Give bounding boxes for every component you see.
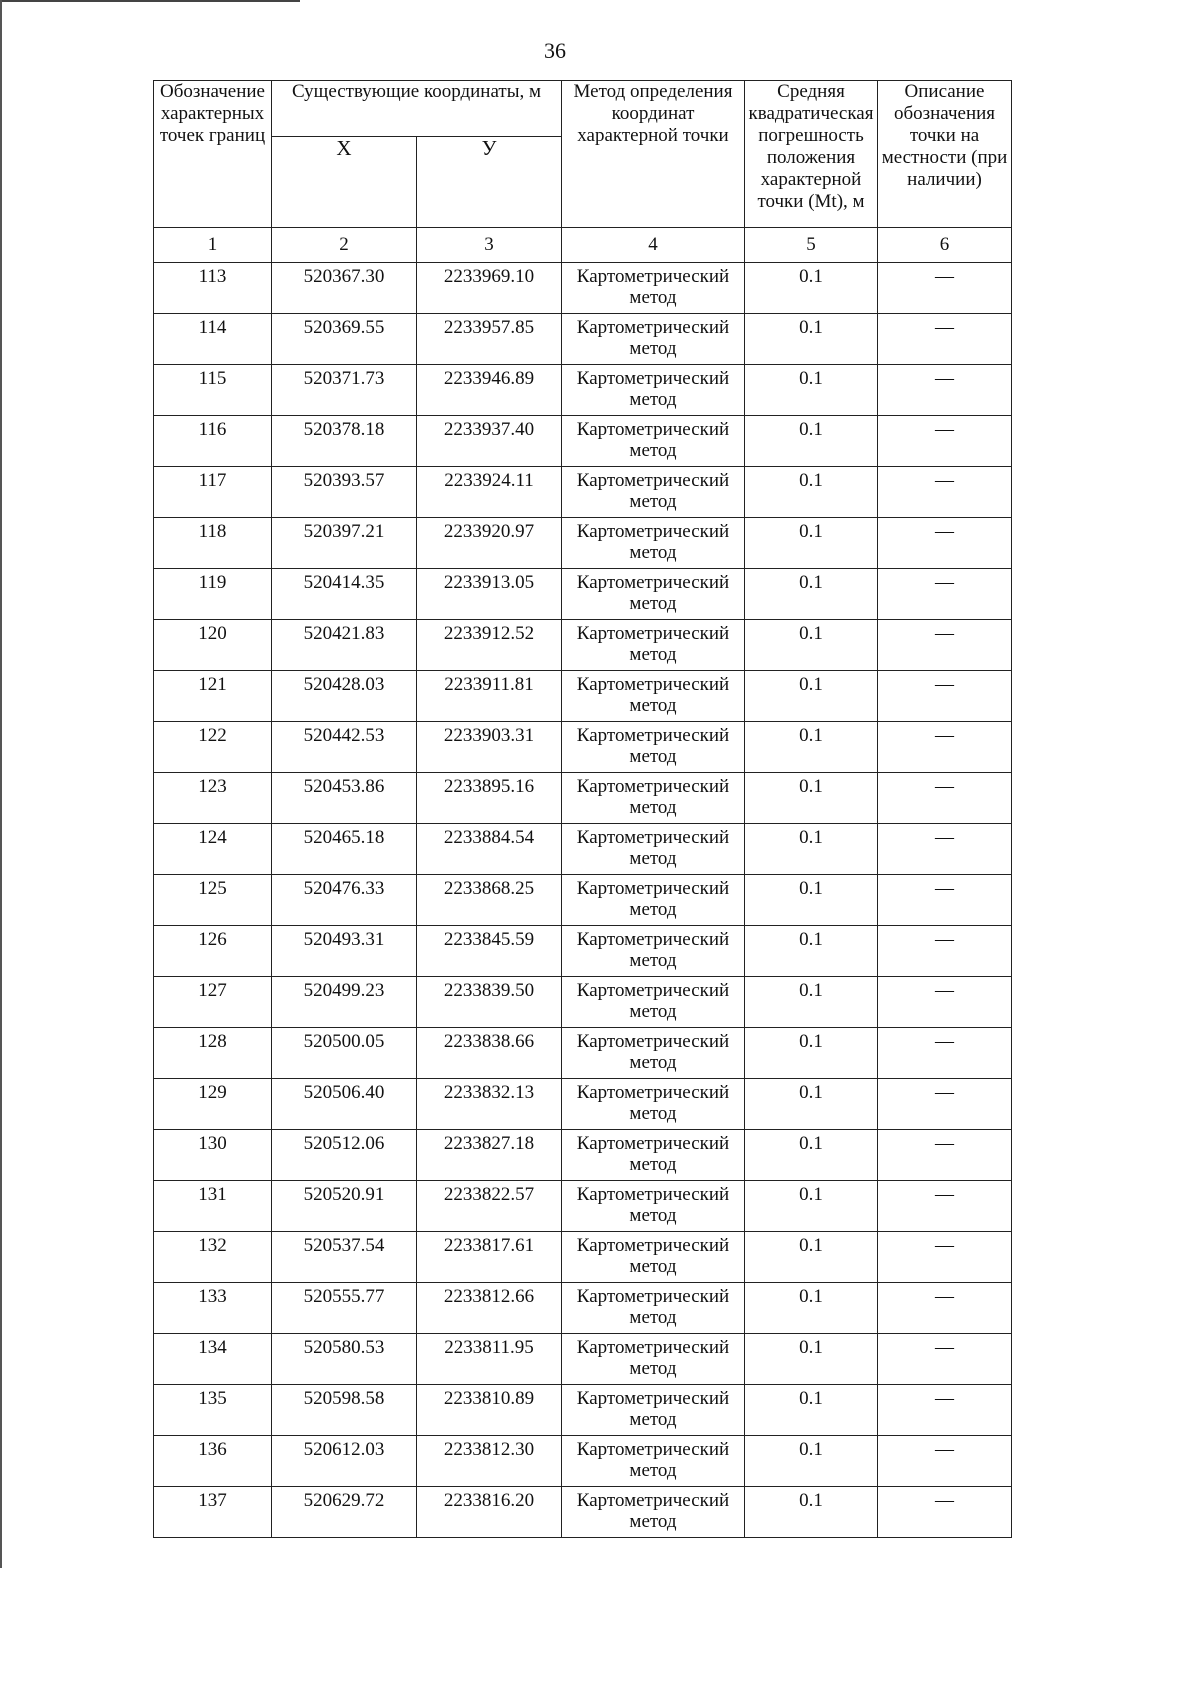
mean-error-cell: 0.1 xyxy=(745,620,878,671)
table-row xyxy=(154,314,1012,365)
point-id-cell: 119 xyxy=(154,569,272,620)
description-cell: — xyxy=(878,671,1012,722)
column-number: 1 xyxy=(154,228,272,263)
point-id-cell: 128 xyxy=(154,1028,272,1079)
y-coordinate-cell: 2233817.61 xyxy=(417,1232,562,1283)
mean-error-cell: 0.1 xyxy=(745,1334,878,1385)
method-cell: Картометрический метод xyxy=(562,1436,745,1487)
method-cell: Картометрический метод xyxy=(562,1079,745,1130)
point-id-cell: 120 xyxy=(154,620,272,671)
x-coordinate-cell: 520442.53 xyxy=(272,722,417,773)
mean-error-cell: 0.1 xyxy=(745,671,878,722)
mean-error-cell: 0.1 xyxy=(745,824,878,875)
description-cell: — xyxy=(878,1028,1012,1079)
x-coordinate-cell: 520598.58 xyxy=(272,1385,417,1436)
method-cell: Картометрический метод xyxy=(562,824,745,875)
header-existing-coordinates: Существующие координаты, м xyxy=(272,81,562,137)
point-id-cell: 137 xyxy=(154,1487,272,1538)
point-id-cell: 124 xyxy=(154,824,272,875)
y-coordinate-cell: 2233827.18 xyxy=(417,1130,562,1181)
point-id-cell: 113 xyxy=(154,263,272,314)
header-mean-error: Средняя квадратическая погрешность положения характерной точки (Mt), м xyxy=(745,81,878,228)
description-cell: — xyxy=(878,1130,1012,1181)
y-coordinate-cell: 2233912.52 xyxy=(417,620,562,671)
x-coordinate-cell: 520629.72 xyxy=(272,1487,417,1538)
point-id-cell: 121 xyxy=(154,671,272,722)
y-coordinate-cell: 2233913.05 xyxy=(417,569,562,620)
mean-error-cell: 0.1 xyxy=(745,416,878,467)
table-row xyxy=(154,1232,1012,1283)
coordinates-table xyxy=(153,80,1012,1538)
header-y: У xyxy=(417,137,562,228)
y-coordinate-cell: 2233811.95 xyxy=(417,1334,562,1385)
point-id-cell: 117 xyxy=(154,467,272,518)
method-cell: Картометрический метод xyxy=(562,926,745,977)
x-coordinate-cell: 520421.83 xyxy=(272,620,417,671)
method-cell: Картометрический метод xyxy=(562,263,745,314)
y-coordinate-cell: 2233924.11 xyxy=(417,467,562,518)
column-number: 2 xyxy=(272,228,417,263)
mean-error-cell: 0.1 xyxy=(745,722,878,773)
table-row xyxy=(154,365,1012,416)
description-cell: — xyxy=(878,569,1012,620)
mean-error-cell: 0.1 xyxy=(745,569,878,620)
x-coordinate-cell: 520493.31 xyxy=(272,926,417,977)
mean-error-cell: 0.1 xyxy=(745,875,878,926)
point-id-cell: 133 xyxy=(154,1283,272,1334)
description-cell: — xyxy=(878,926,1012,977)
table-row xyxy=(154,416,1012,467)
method-cell: Картометрический метод xyxy=(562,1232,745,1283)
y-coordinate-cell: 2233812.30 xyxy=(417,1436,562,1487)
description-cell: — xyxy=(878,1385,1012,1436)
description-cell: — xyxy=(878,263,1012,314)
table-row xyxy=(154,467,1012,518)
table-row xyxy=(154,1487,1012,1538)
description-cell: — xyxy=(878,1079,1012,1130)
x-coordinate-cell: 520580.53 xyxy=(272,1334,417,1385)
column-number: 6 xyxy=(878,228,1012,263)
method-cell: Картометрический метод xyxy=(562,620,745,671)
method-cell: Картометрический метод xyxy=(562,1385,745,1436)
column-number: 5 xyxy=(745,228,878,263)
method-cell: Картометрический метод xyxy=(562,1334,745,1385)
mean-error-cell: 0.1 xyxy=(745,1181,878,1232)
point-id-cell: 130 xyxy=(154,1130,272,1181)
method-cell: Картометрический метод xyxy=(562,467,745,518)
method-cell: Картометрический метод xyxy=(562,365,745,416)
table-row xyxy=(154,1079,1012,1130)
scan-edge-left xyxy=(0,0,2,1568)
x-coordinate-cell: 520428.03 xyxy=(272,671,417,722)
mean-error-cell: 0.1 xyxy=(745,518,878,569)
header-method: Метод определения координат характерной точки xyxy=(562,81,745,228)
x-coordinate-cell: 520506.40 xyxy=(272,1079,417,1130)
point-id-cell: 118 xyxy=(154,518,272,569)
y-coordinate-cell: 2233946.89 xyxy=(417,365,562,416)
mean-error-cell: 0.1 xyxy=(745,365,878,416)
mean-error-cell: 0.1 xyxy=(745,1436,878,1487)
point-id-cell: 122 xyxy=(154,722,272,773)
header-x: X xyxy=(272,137,417,228)
x-coordinate-cell: 520537.54 xyxy=(272,1232,417,1283)
page-number: 36 xyxy=(544,38,566,63)
description-cell: — xyxy=(878,518,1012,569)
point-id-cell: 131 xyxy=(154,1181,272,1232)
table-row xyxy=(154,1436,1012,1487)
description-cell: — xyxy=(878,1232,1012,1283)
point-id-cell: 126 xyxy=(154,926,272,977)
mean-error-cell: 0.1 xyxy=(745,1232,878,1283)
table-row xyxy=(154,1283,1012,1334)
mean-error-cell: 0.1 xyxy=(745,1385,878,1436)
column-number-row xyxy=(154,228,1012,263)
table-row xyxy=(154,773,1012,824)
y-coordinate-cell: 2233810.89 xyxy=(417,1385,562,1436)
column-number: 3 xyxy=(417,228,562,263)
method-cell: Картометрический метод xyxy=(562,1028,745,1079)
description-cell: — xyxy=(878,875,1012,926)
point-id-cell: 125 xyxy=(154,875,272,926)
mean-error-cell: 0.1 xyxy=(745,1283,878,1334)
y-coordinate-cell: 2233895.16 xyxy=(417,773,562,824)
x-coordinate-cell: 520476.33 xyxy=(272,875,417,926)
mean-error-cell: 0.1 xyxy=(745,1028,878,1079)
mean-error-cell: 0.1 xyxy=(745,263,878,314)
method-cell: Картометрический метод xyxy=(562,1487,745,1538)
method-cell: Картометрический метод xyxy=(562,416,745,467)
x-coordinate-cell: 520520.91 xyxy=(272,1181,417,1232)
description-cell: — xyxy=(878,773,1012,824)
x-coordinate-cell: 520371.73 xyxy=(272,365,417,416)
x-coordinate-cell: 520512.06 xyxy=(272,1130,417,1181)
y-coordinate-cell: 2233822.57 xyxy=(417,1181,562,1232)
point-id-cell: 136 xyxy=(154,1436,272,1487)
description-cell: — xyxy=(878,620,1012,671)
point-id-cell: 134 xyxy=(154,1334,272,1385)
table-row xyxy=(154,518,1012,569)
table-row xyxy=(154,875,1012,926)
y-coordinate-cell: 2233903.31 xyxy=(417,722,562,773)
table-row xyxy=(154,1028,1012,1079)
x-coordinate-cell: 520555.77 xyxy=(272,1283,417,1334)
point-id-cell: 116 xyxy=(154,416,272,467)
method-cell: Картометрический метод xyxy=(562,1130,745,1181)
method-cell: Картометрический метод xyxy=(562,314,745,365)
table-row xyxy=(154,1130,1012,1181)
y-coordinate-cell: 2233816.20 xyxy=(417,1487,562,1538)
mean-error-cell: 0.1 xyxy=(745,314,878,365)
mean-error-cell: 0.1 xyxy=(745,1487,878,1538)
table-row xyxy=(154,263,1012,314)
point-id-cell: 132 xyxy=(154,1232,272,1283)
description-cell: — xyxy=(878,314,1012,365)
mean-error-cell: 0.1 xyxy=(745,977,878,1028)
mean-error-cell: 0.1 xyxy=(745,1079,878,1130)
x-coordinate-cell: 520397.21 xyxy=(272,518,417,569)
y-coordinate-cell: 2233868.25 xyxy=(417,875,562,926)
method-cell: Картометрический метод xyxy=(562,569,745,620)
method-cell: Картометрический метод xyxy=(562,518,745,569)
scan-edge-top xyxy=(0,0,300,2)
y-coordinate-cell: 2233884.54 xyxy=(417,824,562,875)
description-cell: — xyxy=(878,1334,1012,1385)
point-id-cell: 115 xyxy=(154,365,272,416)
description-cell: — xyxy=(878,1436,1012,1487)
header-description: Описание обозначения точки на местности (при наличии) xyxy=(878,81,1012,228)
x-coordinate-cell: 520499.23 xyxy=(272,977,417,1028)
y-coordinate-cell: 2233969.10 xyxy=(417,263,562,314)
table-row xyxy=(154,1334,1012,1385)
point-id-cell: 123 xyxy=(154,773,272,824)
method-cell: Картометрический метод xyxy=(562,1181,745,1232)
point-id-cell: 114 xyxy=(154,314,272,365)
table-body xyxy=(154,263,1012,1538)
x-coordinate-cell: 520367.30 xyxy=(272,263,417,314)
table-row xyxy=(154,722,1012,773)
method-cell: Картометрический метод xyxy=(562,671,745,722)
y-coordinate-cell: 2233839.50 xyxy=(417,977,562,1028)
x-coordinate-cell: 520453.86 xyxy=(272,773,417,824)
table-row xyxy=(154,620,1012,671)
mean-error-cell: 0.1 xyxy=(745,926,878,977)
mean-error-cell: 0.1 xyxy=(745,773,878,824)
mean-error-cell: 0.1 xyxy=(745,467,878,518)
method-cell: Картометрический метод xyxy=(562,875,745,926)
method-cell: Картометрический метод xyxy=(562,977,745,1028)
description-cell: — xyxy=(878,824,1012,875)
y-coordinate-cell: 2233957.85 xyxy=(417,314,562,365)
y-coordinate-cell: 2233845.59 xyxy=(417,926,562,977)
table-row xyxy=(154,824,1012,875)
description-cell: — xyxy=(878,416,1012,467)
description-cell: — xyxy=(878,365,1012,416)
point-id-cell: 135 xyxy=(154,1385,272,1436)
x-coordinate-cell: 520414.35 xyxy=(272,569,417,620)
mean-error-cell: 0.1 xyxy=(745,1130,878,1181)
method-cell: Картометрический метод xyxy=(562,773,745,824)
y-coordinate-cell: 2233920.97 xyxy=(417,518,562,569)
method-cell: Картометрический метод xyxy=(562,722,745,773)
point-id-cell: 129 xyxy=(154,1079,272,1130)
table-row xyxy=(154,1385,1012,1436)
table-row xyxy=(154,671,1012,722)
method-cell: Картометрический метод xyxy=(562,1283,745,1334)
table-header xyxy=(154,81,1012,263)
table-row xyxy=(154,926,1012,977)
point-id-cell: 127 xyxy=(154,977,272,1028)
description-cell: — xyxy=(878,467,1012,518)
y-coordinate-cell: 2233937.40 xyxy=(417,416,562,467)
x-coordinate-cell: 520500.05 xyxy=(272,1028,417,1079)
column-number: 4 xyxy=(562,228,745,263)
description-cell: — xyxy=(878,977,1012,1028)
x-coordinate-cell: 520393.57 xyxy=(272,467,417,518)
x-coordinate-cell: 520612.03 xyxy=(272,1436,417,1487)
header-point-designation: Обозначение характерных точек границ xyxy=(154,81,272,228)
x-coordinate-cell: 520465.18 xyxy=(272,824,417,875)
description-cell: — xyxy=(878,1283,1012,1334)
y-coordinate-cell: 2233812.66 xyxy=(417,1283,562,1334)
table-row xyxy=(154,569,1012,620)
x-coordinate-cell: 520369.55 xyxy=(272,314,417,365)
y-coordinate-cell: 2233838.66 xyxy=(417,1028,562,1079)
table-row xyxy=(154,1181,1012,1232)
description-cell: — xyxy=(878,1487,1012,1538)
x-coordinate-cell: 520378.18 xyxy=(272,416,417,467)
y-coordinate-cell: 2233911.81 xyxy=(417,671,562,722)
y-coordinate-cell: 2233832.13 xyxy=(417,1079,562,1130)
description-cell: — xyxy=(878,722,1012,773)
description-cell: — xyxy=(878,1181,1012,1232)
table-row xyxy=(154,977,1012,1028)
